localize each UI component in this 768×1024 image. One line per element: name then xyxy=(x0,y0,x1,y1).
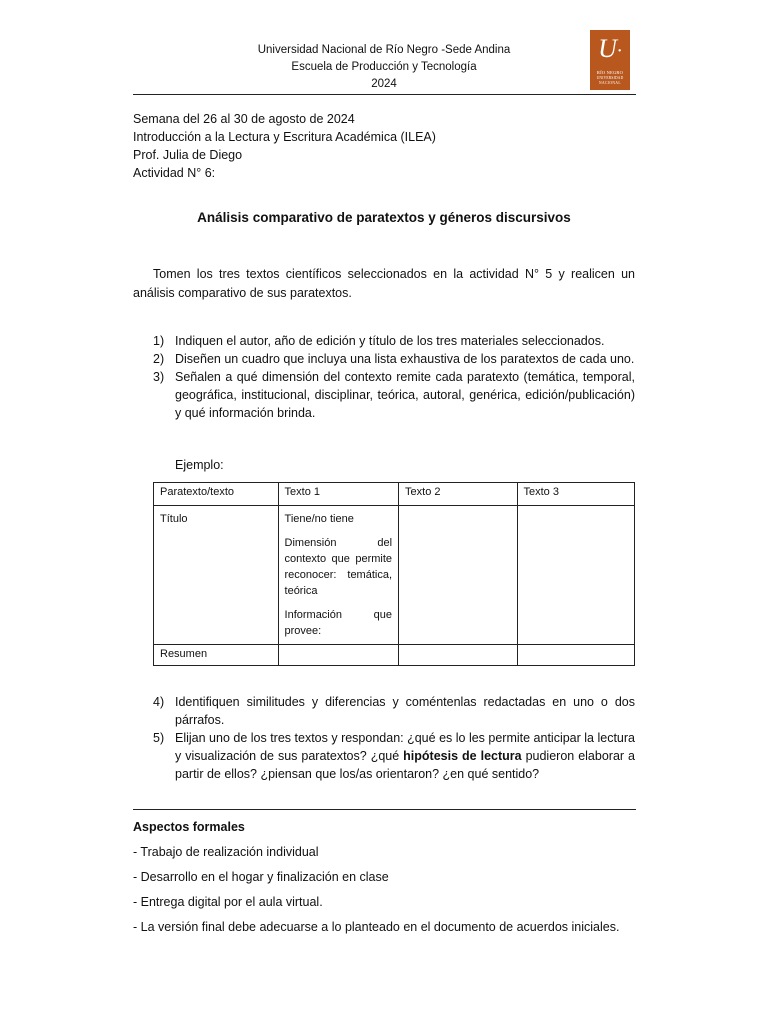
table-header-row xyxy=(154,483,635,506)
table-header-cell: Texto 3 xyxy=(517,483,635,506)
header-divider xyxy=(133,94,636,95)
emphasis-text: hipótesis de lectura xyxy=(403,749,522,763)
list-item xyxy=(133,729,635,783)
table-cell xyxy=(399,506,517,645)
list-item-text: Identifiquen similitudes y diferencias y coméntenlas redactadas en uno o dos párrafos. xyxy=(175,695,635,727)
formal-aspect-item: - Desarrollo en el hogar y finalización en clase xyxy=(133,870,389,884)
formal-aspect-item: - Entrega digital por el aula virtual. xyxy=(133,895,323,909)
list-item-text: pudieron elaborar a partir de ellos? ¿piensan que los/as orientaron? ¿en qué sentido? xyxy=(175,749,635,781)
formal-aspect-item: - La versión final debe adecuarse a lo planteado en el documento de acuerdos iniciales. xyxy=(133,920,620,934)
formal-aspects-section xyxy=(133,818,635,943)
formal-aspect-item: - Trabajo de realización individual xyxy=(133,845,319,859)
list-item-text: Señalen a qué dimensión del contexto remite cada paratexto (temática, temporal, geográfica, institucional, disciplinar, teórica, autoral, genérica, edición/publicación) y qué información brinda. xyxy=(175,370,635,420)
formal-aspects-heading: Aspectos formales xyxy=(133,820,245,834)
list-item xyxy=(133,332,635,350)
intro-paragraph: Tomen los tres textos científicos seleccionados en la actividad N° 5 y realicen un análisis comparativo de sus paratextos. xyxy=(133,267,635,300)
activity-line: Actividad N° 6: xyxy=(133,166,216,180)
table-row xyxy=(154,506,635,645)
course-line: Introducción a la Lectura y Escritura Académica (ILEA) xyxy=(133,130,436,144)
list-item-text: Diseñen un cuadro que incluya una lista exhaustiva de los paratextos de cada uno. xyxy=(175,352,635,366)
header-year: 2024 xyxy=(371,78,397,90)
cell-paragraph: Información que provee: xyxy=(284,609,393,637)
logo-mark: U xyxy=(598,34,617,63)
list-item-number: 3) xyxy=(153,370,165,384)
table-cell xyxy=(517,645,635,666)
university-logo xyxy=(590,30,630,90)
list-item-number: 4) xyxy=(153,695,165,709)
logo-line-3: NACIONAL xyxy=(599,81,621,85)
page-header xyxy=(133,42,635,93)
list-item-text: Indiquen el autor, año de edición y título de los tres materiales seleccionados. xyxy=(175,334,605,348)
logo-line-1: RÍO NEGRO xyxy=(596,70,624,75)
list-item xyxy=(133,693,635,729)
university-name: Universidad Nacional de Río Negro -Sede Andina xyxy=(257,44,511,56)
example-label: Ejemplo: xyxy=(175,458,224,472)
instructions-list-continued xyxy=(133,693,635,783)
table-cell xyxy=(517,506,635,645)
table-row xyxy=(154,645,635,666)
activity-meta xyxy=(133,110,436,182)
document-title: Análisis comparativo de paratextos y géneros discursivos xyxy=(197,210,571,225)
table-header-cell: Paratexto/texto xyxy=(154,483,279,506)
list-item xyxy=(133,350,635,368)
school-name: Escuela de Producción y Tecnología xyxy=(291,61,477,73)
table-cell xyxy=(278,506,399,645)
instructions-list xyxy=(133,332,635,422)
table-cell-label: Resumen xyxy=(154,645,279,666)
table-cell-label: Título xyxy=(154,506,279,645)
list-item-number: 1) xyxy=(153,334,165,348)
list-item-text: Elijan uno de los tres textos y respondan: ¿qué es lo les permite anticipar la lectura y visualización de sus paratextos? ¿qué xyxy=(175,731,635,763)
list-item-number: 2) xyxy=(153,352,165,366)
section-divider xyxy=(133,809,636,810)
logo-dot: · xyxy=(616,40,622,62)
logo-line-2: UNIVERSIDAD xyxy=(596,76,624,80)
table-cell xyxy=(399,645,517,666)
table-header-cell: Texto 2 xyxy=(399,483,517,506)
table-cell xyxy=(278,645,399,666)
list-item xyxy=(133,368,635,422)
week-line: Semana del 26 al 30 de agosto de 2024 xyxy=(133,112,355,126)
list-item-number: 5) xyxy=(153,731,165,745)
professor-line: Prof. Julia de Diego xyxy=(133,148,243,162)
cell-paragraph: Dimensión del contexto que permite reconocer: temática, teórica xyxy=(284,537,393,597)
table-header-cell: Texto 1 xyxy=(278,483,399,506)
cell-paragraph: Tiene/no tiene xyxy=(284,513,354,525)
example-table xyxy=(153,482,635,666)
